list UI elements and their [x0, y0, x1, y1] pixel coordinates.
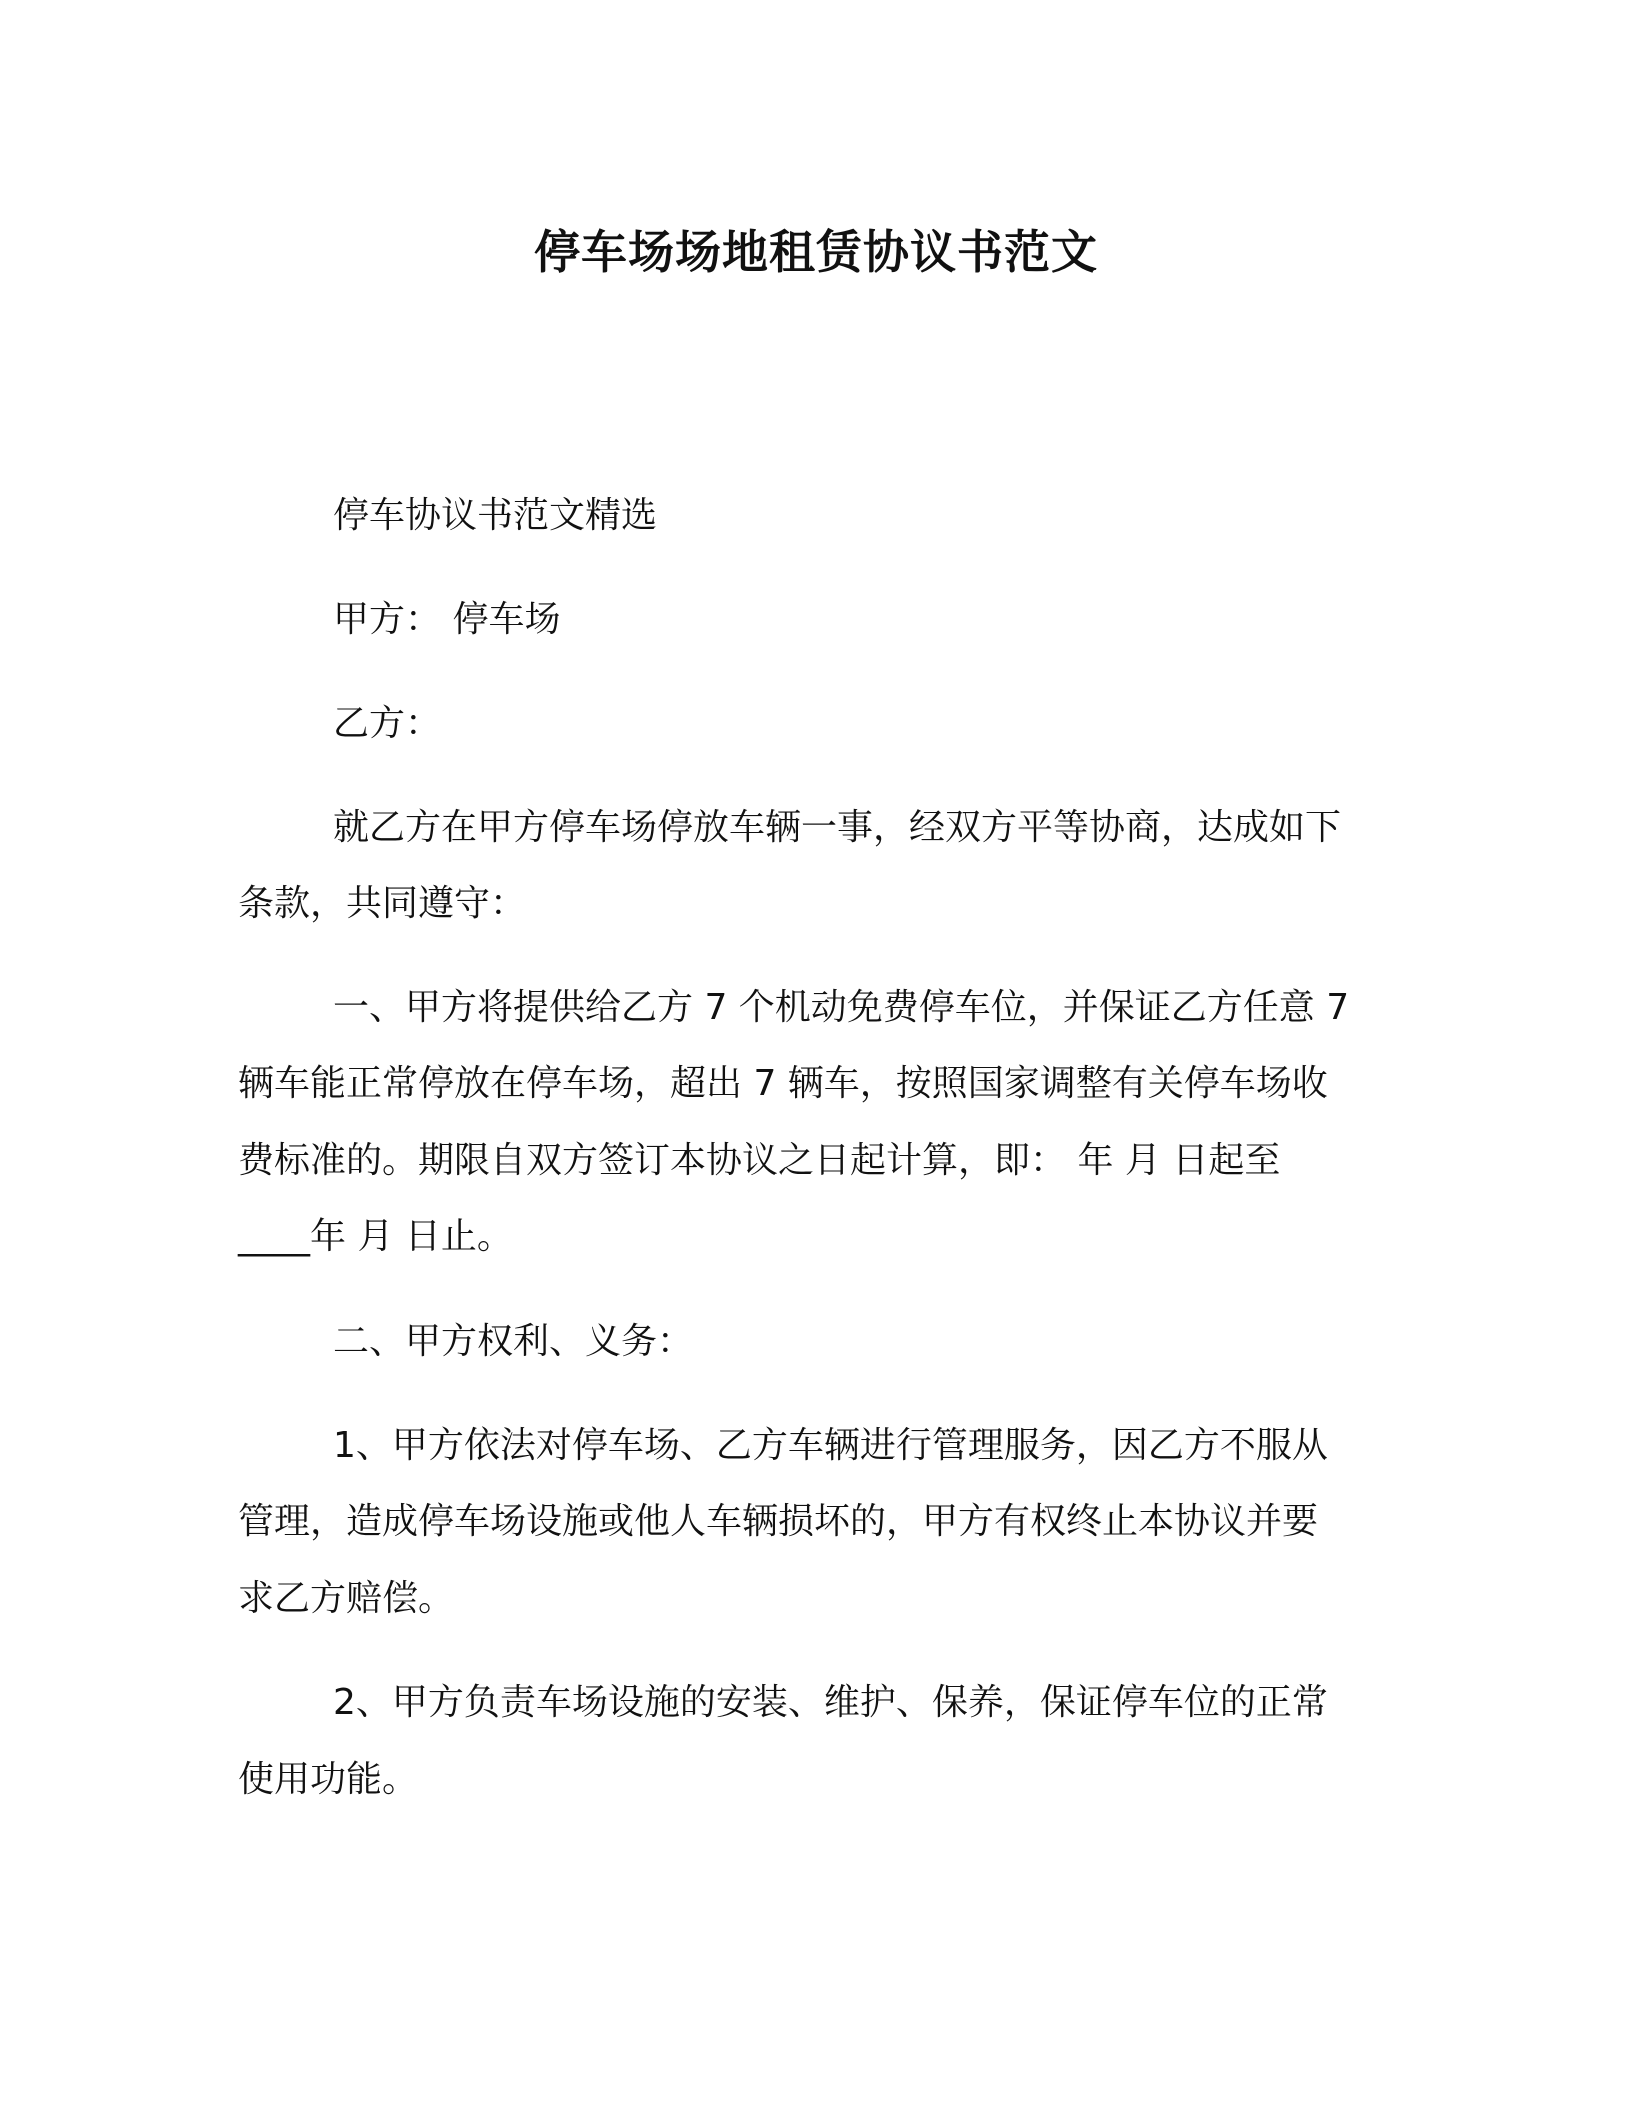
- party-a-line: 甲方： 停车场: [333, 599, 561, 640]
- party-b-line: 乙方：: [333, 703, 442, 744]
- clause-2-heading: 二、甲方权利、义务：: [333, 1321, 694, 1362]
- intro-line-1: 就乙方在甲方停车场停放车辆一事，经双方平等协商，达成如下: [333, 807, 1342, 848]
- subtitle: 停车协议书范文精选: [333, 495, 658, 536]
- document-title: 停车场场地租赁协议书范文: [534, 225, 1098, 279]
- item-1-line-2: 管理，造成停车场设施或他人车辆损坏的，甲方有权终止本协议并要: [238, 1501, 1319, 1542]
- item-2-line-2: 使用功能。: [238, 1759, 419, 1800]
- clause-1-line-4: ____年 月 日止。: [238, 1216, 513, 1257]
- intro-line-2: 条款，共同遵守：: [238, 883, 527, 924]
- item-1-line-1: 1、甲方依法对停车场、乙方车辆进行管理服务，因乙方不服从: [333, 1425, 1328, 1466]
- clause-1-line-1: 一、甲方将提供给乙方 7 个机动免费停车位，并保证乙方任意 7: [333, 987, 1350, 1028]
- clause-1-line-3: 费标准的。期限自双方签订本协议之日起计算，即： 年 月 日起至: [238, 1140, 1281, 1181]
- item-1-line-3: 求乙方赔偿。: [238, 1578, 455, 1619]
- clause-1-line-2: 辆车能正常停放在停车场，超出 7 辆车，按照国家调整有关停车场收: [238, 1063, 1328, 1104]
- item-2-line-1: 2、甲方负责车场设施的安装、维护、保养，保证停车位的正常: [333, 1682, 1328, 1723]
